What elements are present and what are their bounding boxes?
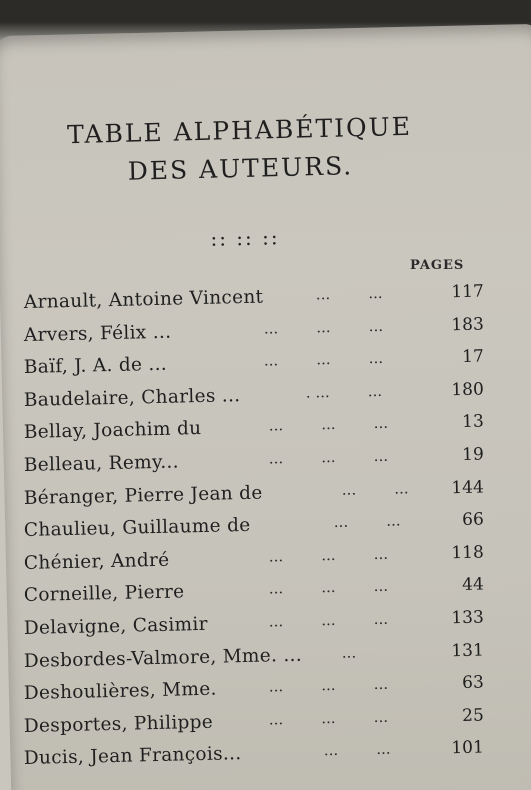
page-number: 131 <box>451 640 485 661</box>
title-line-2: DES AUTEURS. <box>127 151 354 186</box>
page-number: 118 <box>451 542 485 564</box>
author-name: Desbordes-Valmore, Mme. ... <box>23 644 303 672</box>
index-entry <box>24 510 485 548</box>
dot-leaders: ... ... ... <box>268 577 389 598</box>
page-title <box>39 107 441 193</box>
page-number: 19 <box>461 444 485 466</box>
page-number: 183 <box>451 314 485 335</box>
dot-leaders: ... ... ... <box>268 609 389 631</box>
dot-leaders: ... ... <box>341 478 409 499</box>
index-entry <box>24 575 485 613</box>
author-name: Desportes, Philippe <box>23 711 214 737</box>
index-entry <box>24 673 485 711</box>
author-name: Baudelaire, Charles ... <box>23 384 241 411</box>
author-name: Chénier, André <box>23 549 170 574</box>
author-name: Bellay, Joachim du <box>23 418 202 444</box>
dot-leaders: ... ... ... <box>268 707 389 729</box>
page-number: 117 <box>451 281 485 303</box>
dot-leaders: ... ... ... <box>263 349 384 370</box>
author-name: Deshoulières, Mme. <box>23 678 217 705</box>
dot-leaders: ... ... <box>333 511 401 532</box>
dot-leaders: ... ... ... <box>268 674 389 696</box>
index-entry <box>24 705 485 743</box>
dot-leaders: ... ... <box>323 740 391 760</box>
author-name: Baïf, J. A. de ... <box>23 353 168 379</box>
page-number: 144 <box>451 477 485 498</box>
author-name: Ducis, Jean François... <box>23 743 242 770</box>
dot-leaders: ... ... ... <box>263 316 384 338</box>
page-number: 101 <box>451 737 485 759</box>
title-line-1: TABLE ALPHABÉTIQUE <box>66 111 413 150</box>
author-name: Arnault, Antoine Vincent <box>23 286 264 313</box>
dot-leaders: ... ... ... <box>268 446 389 468</box>
page-number: 25 <box>461 705 485 726</box>
page-number: 180 <box>451 379 485 401</box>
index-entry <box>24 477 485 515</box>
page-number: 44 <box>461 574 485 596</box>
page-number: 66 <box>461 509 485 531</box>
dot-leaders: . ... ... <box>305 381 383 402</box>
author-name: Arvers, Félix ... <box>23 321 172 346</box>
dot-leaders: ... ... ... <box>268 544 389 566</box>
author-name: Belleau, Remy... <box>23 451 180 476</box>
pages-column-header: PAGES <box>410 258 465 273</box>
index-entry <box>24 379 485 417</box>
ornament-divider: :: :: :: <box>210 225 280 251</box>
index-entry <box>24 314 485 352</box>
page-number: 13 <box>461 411 485 433</box>
index-entry <box>24 282 485 320</box>
page-number: 17 <box>461 346 485 368</box>
index-entry <box>24 445 485 483</box>
index-entry <box>24 347 485 385</box>
page-number: 133 <box>451 607 485 629</box>
index-entry <box>24 738 485 776</box>
index-entry <box>24 608 485 646</box>
author-name: Chaulieu, Guillaume de <box>23 515 251 542</box>
author-name: Béranger, Pierre Jean de <box>23 482 263 509</box>
author-name: Corneille, Pierre <box>23 581 185 607</box>
index-entry <box>24 542 485 580</box>
index-entry <box>24 640 485 678</box>
page-number: 63 <box>461 672 485 694</box>
dot-leaders: ... ... <box>315 283 383 304</box>
author-name: Delavigne, Casimir <box>23 613 208 639</box>
dot-leaders: ... <box>341 643 357 662</box>
index-entry <box>24 412 485 450</box>
dot-leaders: ... ... ... <box>268 414 389 435</box>
